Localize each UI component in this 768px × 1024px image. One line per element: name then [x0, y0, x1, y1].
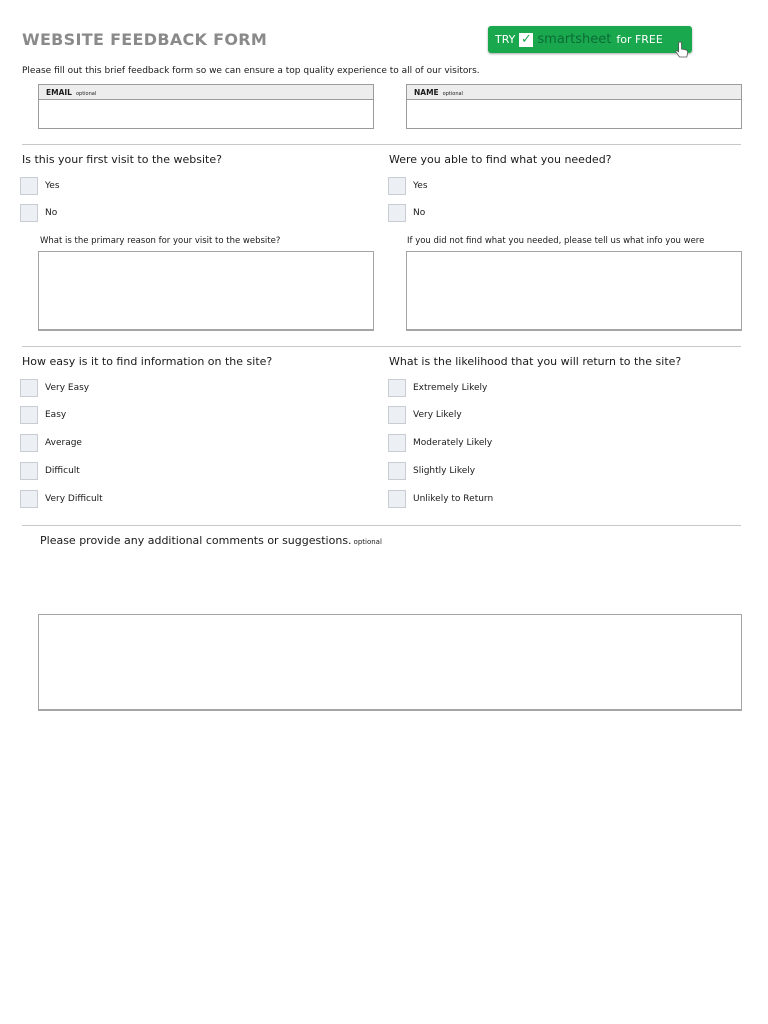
checkbox[interactable]: [388, 177, 406, 195]
option-label: Yes: [45, 181, 60, 191]
missing-info-textarea[interactable]: [406, 251, 742, 331]
email-field[interactable]: [38, 100, 374, 129]
checkbox[interactable]: [388, 379, 406, 397]
first-visit-option[interactable]: [20, 203, 57, 223]
name-label: NAME: [414, 88, 439, 97]
checkbox[interactable]: [20, 379, 38, 397]
first-visit-question: Is this your first visit to the website?: [22, 153, 222, 166]
return-option[interactable]: [388, 378, 487, 398]
name-field[interactable]: [406, 100, 742, 129]
visit-reason-label: What is the primary reason for your visit to the website?: [40, 236, 281, 246]
comments-textarea[interactable]: [38, 614, 742, 711]
email-optional-label: optional: [75, 91, 97, 97]
ease-question: How easy is it to find information on the site?: [22, 355, 273, 368]
first-visit-option[interactable]: [20, 176, 60, 196]
option-label: Extremely Likely: [413, 383, 488, 393]
missing-info-label: If you did not find what you needed, please tell us what info you were: [407, 236, 705, 246]
checkbox[interactable]: [20, 177, 38, 195]
checkbox[interactable]: [388, 462, 406, 480]
ease-option[interactable]: [20, 433, 82, 453]
option-label: Moderately Likely: [413, 438, 493, 448]
comments-optional-label: optional: [353, 538, 382, 546]
checkbox[interactable]: [20, 490, 38, 508]
ease-option[interactable]: [20, 405, 66, 425]
section-divider: [22, 525, 741, 526]
checkbox[interactable]: [20, 406, 38, 424]
option-label: Very Easy: [45, 383, 90, 393]
option-label: No: [413, 208, 426, 218]
option-label: Easy: [45, 410, 67, 420]
found-needed-question: Were you able to find what you needed?: [389, 153, 612, 166]
promo-brand-label: smartsheet: [537, 32, 612, 47]
checkbox[interactable]: [20, 462, 38, 480]
return-option[interactable]: [388, 461, 475, 481]
checkbox[interactable]: [388, 490, 406, 508]
comments-prompt: [40, 534, 382, 547]
return-option[interactable]: [388, 405, 462, 425]
hand-cursor-icon: [674, 41, 690, 59]
checkbox[interactable]: [20, 434, 38, 452]
checkmark-icon: ✓: [520, 31, 532, 47]
option-label: Average: [45, 438, 82, 448]
name-field-header: [406, 84, 742, 100]
checkbox[interactable]: [388, 434, 406, 452]
option-label: Unlikely to Return: [413, 494, 494, 504]
visit-reason-textarea[interactable]: [38, 251, 374, 331]
ease-option[interactable]: [20, 489, 103, 509]
option-label: Very Likely: [413, 410, 462, 420]
option-label: Yes: [413, 181, 428, 191]
ease-option[interactable]: [20, 378, 89, 398]
section-divider: [22, 144, 741, 145]
promo-try-label: TRY: [495, 33, 516, 46]
name-optional-label: optional: [442, 91, 463, 97]
option-label: Very Difficult: [45, 494, 103, 504]
checkbox[interactable]: [20, 204, 38, 222]
form-title: WEBSITE FEEDBACK FORM: [22, 30, 268, 49]
ease-option[interactable]: [20, 461, 80, 481]
comments-prompt-label: Please provide any additional comments or suggestions.: [40, 534, 352, 547]
checkbox[interactable]: [388, 204, 406, 222]
return-option[interactable]: [388, 433, 492, 453]
found-needed-option[interactable]: [388, 176, 428, 196]
section-divider: [22, 346, 741, 347]
email-field-header: [38, 84, 374, 100]
return-option[interactable]: [388, 489, 493, 509]
option-label: No: [45, 208, 58, 218]
email-label: EMAIL: [46, 88, 72, 97]
found-needed-option[interactable]: [388, 203, 425, 223]
intro-text: Please fill out this brief feedback form so we can ensure a top quality experience to all of our visitors.: [22, 66, 480, 76]
promo-free-label: for FREE: [616, 33, 663, 46]
option-label: Difficult: [45, 466, 80, 476]
try-smartsheet-button[interactable]: [488, 26, 692, 53]
name-field-group: [406, 84, 742, 129]
checkbox[interactable]: [388, 406, 406, 424]
email-field-group: [38, 84, 374, 129]
option-label: Slightly Likely: [413, 466, 476, 476]
return-question: What is the likelihood that you will return to the site?: [389, 355, 682, 368]
